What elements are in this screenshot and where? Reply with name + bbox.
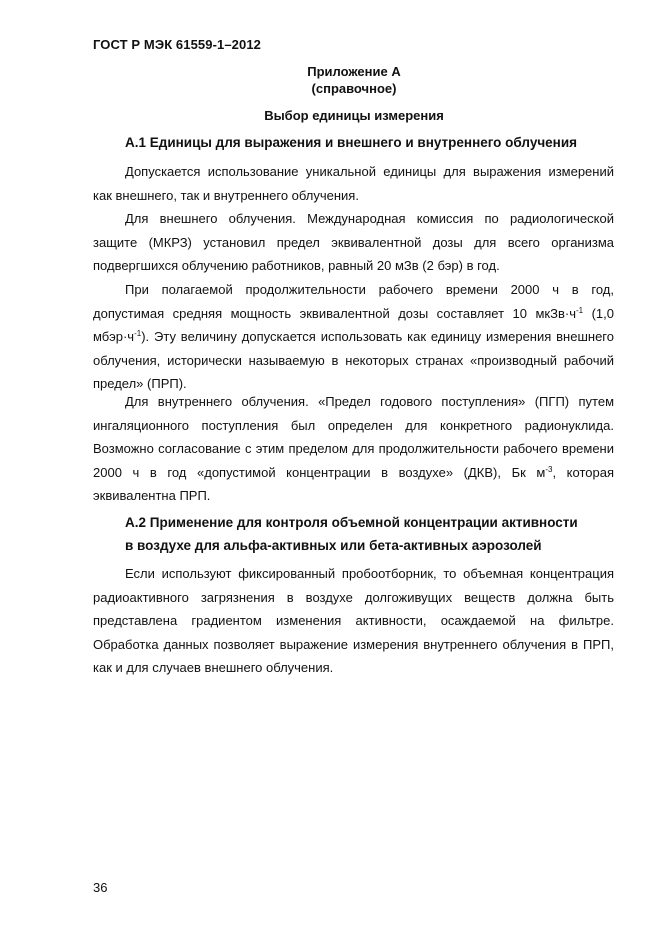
page-number: 36 bbox=[93, 880, 108, 895]
a1-p3-part-a: При полагаемой продолжительности рабочего времени 2000 ч в год, допустимая средняя мощность эквивалентной дозы составляет 10 мкЗв·ч bbox=[93, 282, 614, 321]
a2-title-line-2: в воздухе для альфа-активных или бета-активных аэрозолей bbox=[125, 538, 542, 553]
annex-heading bbox=[0, 63, 661, 97]
a1-p3-sup-2: -1 bbox=[134, 329, 142, 339]
heading-text: Выбор единицы измерения bbox=[264, 108, 444, 123]
annex-title: Приложение А bbox=[307, 64, 401, 79]
section-a2-title bbox=[125, 511, 625, 557]
section-a1-title: А.1 Единицы для выражения и внешнего и внутреннего облучения bbox=[125, 135, 577, 150]
a1-p4-part-b: , которая эквивалентна ПРП. bbox=[93, 464, 614, 504]
document-header: ГОСТ Р МЭК 61559-1–2012 bbox=[93, 37, 261, 52]
section-heading bbox=[0, 108, 661, 123]
a1-paragraph-4 bbox=[93, 390, 614, 508]
a1-paragraph-3 bbox=[93, 278, 614, 396]
a1-p3-part-c: ). Эту величину допускается использовать как единицу измерения внешнего облучения, исторически называемую в некоторых странах «производный рабочий предел» (ПРП). bbox=[93, 329, 614, 392]
a1-p4-part-a: Для внутреннего облучения. «Предел годового поступления» (ПГП) путем ингаляционного поступления был определен для конкретного радионуклида. Возможно согласование с этим пределом для продолжительности рабочего времени 2000 ч в год «допустимой концентрации в воздухе» (ДКВ), Бк м bbox=[93, 394, 614, 480]
a1-p3-part-b: (1,0 мбэр·ч bbox=[93, 305, 614, 345]
a1-p4-sup: -3 bbox=[545, 464, 553, 474]
a1-paragraph-1: Допускается использование уникальной единицы для выражения измерений как внешнего, так и внутреннего облучения. bbox=[93, 164, 614, 203]
annex-subtitle: (справочное) bbox=[311, 81, 397, 96]
a1-paragraph-2: Для внешнего облучения. Международная комиссия по радиологической защите (МКРЗ) установил предел эквивалентной дозы для всего организма подвергшихся облучению работников, равный 20 мЗв (2 бэр) в год. bbox=[93, 211, 614, 274]
a2-paragraph-1: Если используют фиксированный пробоотборник, то объемная концентрация радиоактивного загрязнения в воздухе долгоживущих веществ должна быть представлена градиентом изменения активности, осаждаемой на фильтре. Обработка данных позволяет выражение измерения внутреннего облучения в ПРП, как и для случаев внешнего облучения. bbox=[93, 566, 614, 676]
a1-p3-sup-1: -1 bbox=[575, 305, 584, 315]
a2-title-line-1: А.2 Применение для контроля объемной концентрации активности bbox=[125, 515, 578, 530]
